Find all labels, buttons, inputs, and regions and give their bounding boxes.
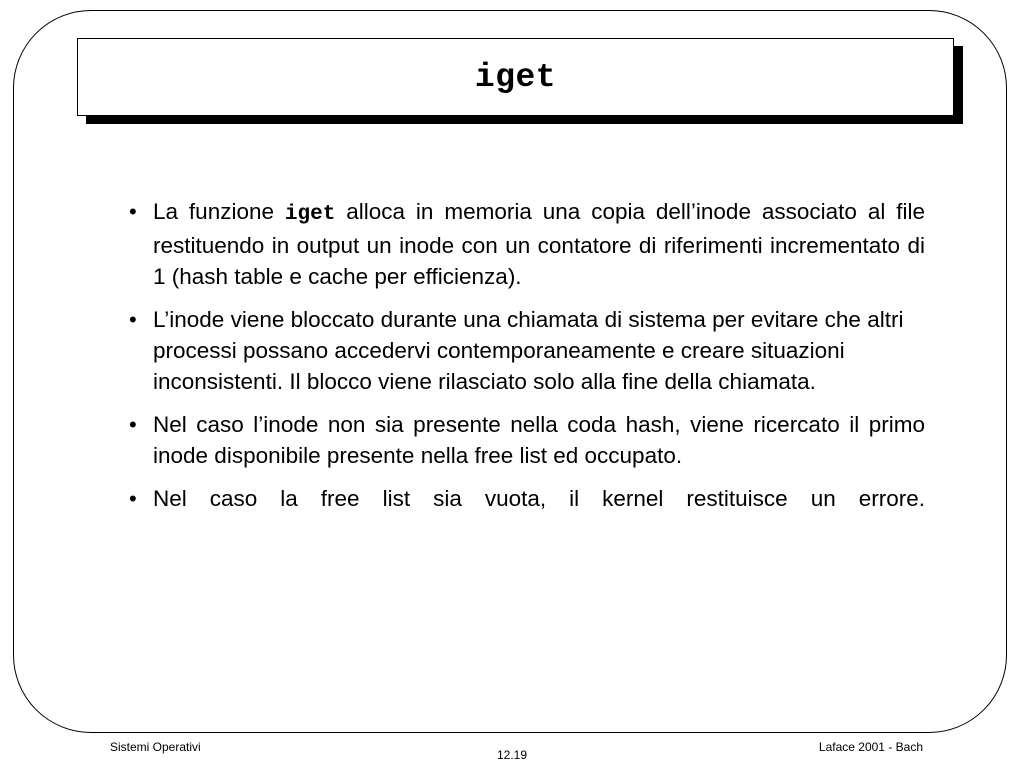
bullet-item-1: [125, 196, 925, 292]
bullet-text: Nel caso l’inode non sia presente nella coda hash, viene ricercato il primo inode disponibile presente nella free list ed occupato.: [153, 412, 925, 468]
bullet-keyword: iget: [284, 203, 336, 226]
bullet-text: L’inode viene bloccato durante una chiamata di sistema per evitare che altri processi possano accedervi contemporaneamente e creare situazioni inconsistenti. Il blocco viene rilasciato solo alla fine della chiamata.: [153, 307, 904, 394]
bullet-item-3: [125, 409, 925, 471]
slide-title: iget: [474, 58, 557, 96]
footer-course: Sistemi Operativi: [110, 740, 201, 754]
bullet-text-before: La funzione: [153, 199, 285, 224]
bullet-text-after: alloca in memoria una copia dell’inode associato al file restituendo in output un inode con un contatore di riferimenti incrementato di 1 (hash table e cache per efficienza).: [153, 199, 925, 289]
footer-author: Laface 2001 - Bach: [818, 740, 923, 754]
footer-page-number: 12.19: [496, 748, 528, 762]
bullet-icon: •: [129, 412, 137, 437]
bullet-icon: •: [129, 199, 137, 224]
bullet-item-4: [125, 483, 925, 514]
bullet-item-2: [125, 304, 925, 397]
bullet-list: [125, 196, 925, 526]
bullet-icon: •: [129, 486, 137, 511]
bullet-text: Nel caso la free list sia vuota, il kernel restituisce un errore.: [153, 486, 925, 511]
title-box: [77, 38, 954, 116]
bullet-icon: •: [129, 307, 137, 332]
